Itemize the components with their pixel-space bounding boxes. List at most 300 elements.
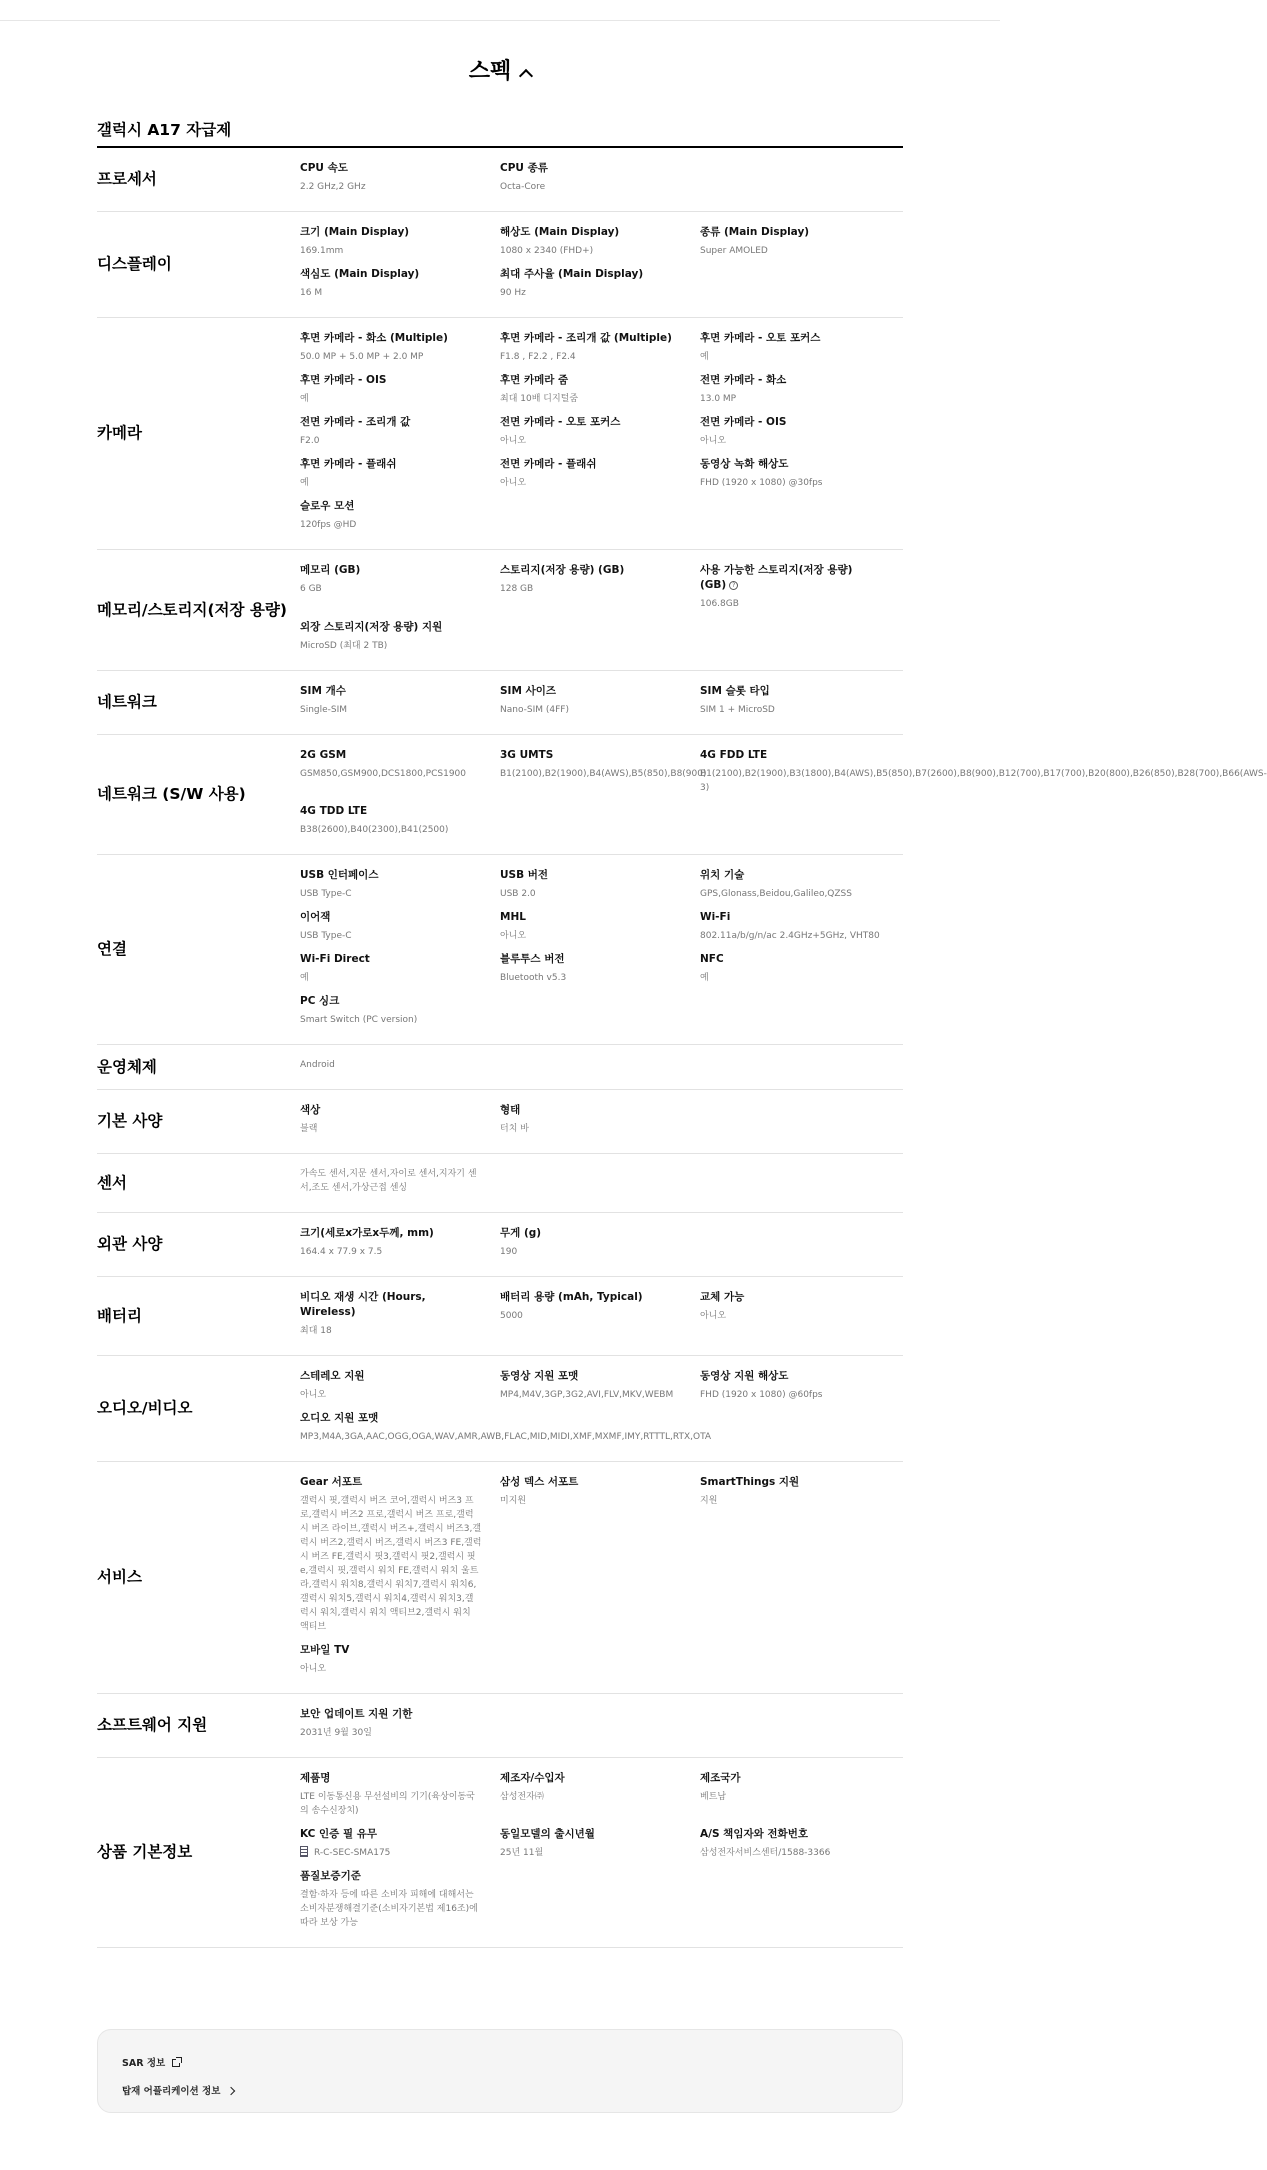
spec-label <box>700 1369 882 1384</box>
spec-items <box>300 1758 903 1947</box>
spec-label <box>300 1369 482 1384</box>
spec-label <box>700 1290 882 1305</box>
spec-label <box>700 457 882 472</box>
spec-label <box>700 910 882 925</box>
spec-value-text: MP4,M4V,3GP,3G2,AVI,FLV,MKV,WEBM <box>500 1390 674 1400</box>
spec-label-text: CPU 종류 <box>500 162 548 174</box>
spec-value-text: 아니오 <box>700 436 727 446</box>
spec-value-text: 6 GB <box>300 584 322 594</box>
spec-label-text: 3G UMTS <box>500 749 554 761</box>
spec-label-text: SmartThings 지원 <box>700 1476 800 1488</box>
spec-label-text: 최대 주사율 (Main Display) <box>500 268 644 280</box>
spec-item <box>500 952 700 985</box>
spec-item <box>700 684 900 717</box>
spec-label <box>300 161 482 176</box>
spec-label-text: 슬로우 모션 <box>300 500 355 512</box>
spec-label-text: 이어잭 <box>300 911 331 923</box>
spec-value-text: Android <box>300 1060 335 1070</box>
spec-row <box>97 1045 903 1090</box>
spec-label <box>500 267 682 282</box>
spec-item <box>700 1369 900 1402</box>
spec-label <box>300 748 482 763</box>
spec-item <box>300 804 500 837</box>
spec-label <box>700 373 882 388</box>
spec-value <box>700 244 882 258</box>
spec-value <box>500 476 682 490</box>
spec-item <box>700 868 900 901</box>
spec-value <box>700 434 882 448</box>
spec-value <box>300 582 482 596</box>
spec-label-text: 후면 카메라 - 플래쉬 <box>300 458 397 470</box>
spec-label-text: 색상 <box>300 1104 321 1116</box>
spec-item <box>500 225 700 258</box>
spec-item <box>700 373 900 406</box>
spec-category-title: 기본 사양 <box>97 1112 163 1131</box>
spec-value-text: Smart Switch (PC version) <box>300 1015 418 1025</box>
spec-value <box>300 286 482 300</box>
spec-row <box>97 855 903 1045</box>
spec-label <box>300 1827 482 1842</box>
spec-category-title: 배터리 <box>97 1306 142 1325</box>
spec-value-text: 예 <box>300 478 309 488</box>
spec-value-text: MP3,M4A,3GA,AAC,OGG,OGA,WAV,AMR,AWB,FLAC,MID,MIDI,XMF,MXMF,IMY,RTTTL,RTX,OTA <box>300 1432 712 1442</box>
spec-value-text: 아니오 <box>700 1311 727 1321</box>
spec-value <box>300 244 482 258</box>
spec-item <box>700 225 900 258</box>
spec-value-text: Bluetooth v5.3 <box>500 973 567 983</box>
spec-label-text: 전면 카메라 - 조리개 값 <box>300 416 411 428</box>
spec-item <box>500 161 700 194</box>
spec-items <box>300 318 903 549</box>
spec-items <box>300 1090 903 1153</box>
spec-value-text: 터치 바 <box>500 1124 529 1134</box>
spec-label-text: 후면 카메라 줌 <box>500 374 569 386</box>
spec-row <box>97 148 903 212</box>
spec-value-text: 최대 18 <box>300 1326 332 1336</box>
sar-info-label: SAR 정보 <box>122 2058 166 2069</box>
spec-item <box>300 331 500 364</box>
spec-label-text: Wi-Fi <box>700 911 731 923</box>
spec-category-title: 프로세서 <box>97 170 157 189</box>
spec-item <box>300 1369 500 1402</box>
spec-value-text: B1(2100),B2(1900),B4(AWS),B5(850),B8(900) <box>500 769 707 779</box>
spec-items <box>300 855 903 1044</box>
spec-value <box>300 434 482 448</box>
page-title: 스펙 <box>468 59 512 84</box>
spec-label-text: 크기 (Main Display) <box>300 226 410 238</box>
spec-value <box>300 350 482 364</box>
spec-label <box>300 1226 482 1241</box>
spec-value <box>300 1324 482 1338</box>
model-title: 갤럭시 A17 자급제 <box>97 121 232 139</box>
spec-label <box>300 804 482 819</box>
spec-row <box>97 1277 903 1356</box>
spec-label-text: 블루투스 버전 <box>500 953 565 965</box>
spec-label-text: 스토리지(저장 용량) (GB) <box>500 564 625 576</box>
spec-value <box>500 434 682 448</box>
spec-value-text: B1(2100),B2(1900),B3(1800),B4(AWS),B5(850),B7(2600),B8(900),B12(700),B17(700),B20(800),B26(850),B28(700),B66(AWS-3) <box>700 769 1267 793</box>
spec-row <box>97 1154 903 1213</box>
spec-label-text: 형태 <box>500 1104 521 1116</box>
chevron-up-icon[interactable] <box>519 69 533 83</box>
spec-value-text: 아니오 <box>300 1390 327 1400</box>
spec-row <box>97 318 903 550</box>
spec-label-text: 비디오 재생 시간 (Hours, Wireless) <box>300 1291 426 1318</box>
spec-value <box>500 1790 682 1804</box>
spec-item <box>500 684 700 717</box>
spec-label-text: 2G GSM <box>300 749 347 761</box>
spec-value <box>500 244 682 258</box>
spec-value-text: USB Type-C <box>300 889 352 899</box>
spec-value <box>300 1430 712 1444</box>
spec-item <box>300 457 500 490</box>
spec-value <box>700 476 882 490</box>
spec-value-text: MicroSD (최대 2 TB) <box>300 641 388 651</box>
spec-value <box>700 392 882 406</box>
spec-label <box>300 1290 482 1320</box>
spec-items <box>300 735 1267 854</box>
spec-label <box>700 868 882 883</box>
spec-label-text: KC 인증 필 유무 <box>300 1828 378 1840</box>
spec-value <box>300 929 482 943</box>
sar-info-link[interactable] <box>122 2055 180 2069</box>
spec-value-text: 지원 <box>700 1496 718 1506</box>
spec-value-text: 아니오 <box>500 931 527 941</box>
spec-label-text: 교체 가능 <box>700 1291 745 1303</box>
spec-value-text: 예 <box>300 973 309 983</box>
spec-label-text: 사용 가능한 스토리지(저장 용량) (GB) <box>700 564 853 591</box>
spec-value <box>300 180 482 194</box>
spec-label <box>300 994 482 1009</box>
spec-row <box>97 735 1267 855</box>
spec-value <box>300 1790 482 1818</box>
spec-item <box>300 868 500 901</box>
spec-value <box>300 1122 482 1136</box>
spec-item <box>500 415 700 448</box>
spec-item <box>500 1475 700 1634</box>
spec-label-text: 스테레오 지원 <box>300 1370 365 1382</box>
spec-item <box>500 1827 700 1860</box>
spec-item <box>300 1707 500 1740</box>
spec-label <box>300 868 482 883</box>
spec-value-text: Super AMOLED <box>700 246 768 256</box>
spec-table <box>97 148 1267 1948</box>
spec-label-text: 동일모델의 출시년월 <box>500 1828 595 1840</box>
spec-category-title: 오디오/비디오 <box>97 1399 193 1418</box>
spec-value <box>300 1888 482 1930</box>
spec-value <box>500 1245 682 1259</box>
spec-value <box>300 887 482 901</box>
spec-item <box>700 952 900 985</box>
spec-label <box>700 748 882 763</box>
spec-value <box>700 597 882 611</box>
spec-value <box>500 767 707 781</box>
spec-item <box>300 1058 500 1072</box>
spec-item <box>300 267 500 300</box>
spec-item <box>500 563 700 611</box>
spec-item <box>300 994 500 1027</box>
spec-item <box>500 267 700 300</box>
spec-value-text: 120fps @HD <box>300 520 357 530</box>
spec-item <box>300 1411 712 1444</box>
spec-items <box>300 148 903 211</box>
top-divider <box>0 20 1000 21</box>
spec-item <box>700 1475 900 1634</box>
spec-label-text: 4G FDD LTE <box>700 749 768 761</box>
spec-label <box>300 457 482 472</box>
spec-item <box>300 499 500 532</box>
spec-value-text: F2.0 <box>300 436 320 446</box>
spec-item <box>700 457 900 490</box>
spec-item <box>300 620 500 653</box>
spec-label-text: 종류 (Main Display) <box>700 226 810 238</box>
spec-item <box>300 415 500 448</box>
spec-value-text: 13.0 MP <box>700 394 737 404</box>
spec-item <box>700 1771 900 1818</box>
spec-label-text: MHL <box>500 911 526 923</box>
spec-label <box>500 457 682 472</box>
spec-category-title: 센서 <box>97 1173 127 1192</box>
spec-item <box>700 1827 900 1860</box>
spec-label-text: 4G TDD LTE <box>300 805 368 817</box>
spec-label <box>700 225 882 240</box>
spec-item <box>500 457 700 490</box>
spec-value-text: 128 GB <box>500 584 534 594</box>
spec-row <box>97 1758 903 1948</box>
spec-item <box>300 1290 500 1338</box>
spec-label-text: 전면 카메라 - 오토 포커스 <box>500 416 621 428</box>
spec-label-text: NFC <box>700 953 724 965</box>
spec-label-text: 보안 업데이트 지원 기한 <box>300 1708 413 1720</box>
spec-label-text: Wi-Fi Direct <box>300 953 370 965</box>
spec-value <box>500 887 682 901</box>
spec-label <box>300 1103 482 1118</box>
spec-label <box>300 1411 482 1426</box>
spec-label-text: 제품명 <box>300 1772 331 1784</box>
spec-value-text: 90 Hz <box>500 288 526 298</box>
spec-item <box>300 1167 500 1195</box>
spec-label-text: 후면 카메라 - 화소 (Multiple) <box>300 332 448 344</box>
spec-label <box>500 161 682 176</box>
spec-items <box>300 1356 903 1461</box>
spec-value-text: Octa-Core <box>500 182 546 192</box>
spec-value-text: 802.11a/b/g/n/ac 2.4GHz+5GHz, VHT80 <box>700 931 880 941</box>
spec-label-text: Gear 서포트 <box>300 1476 363 1488</box>
spec-value-text: FHD (1920 x 1080) @60fps <box>700 1390 823 1400</box>
external-link-icon <box>172 2059 180 2067</box>
spec-item <box>500 1369 700 1402</box>
spec-label <box>500 684 682 699</box>
spec-value <box>300 1388 482 1402</box>
spec-value-text: 169.1mm <box>300 246 344 256</box>
spec-value <box>500 929 682 943</box>
spec-value <box>700 767 1267 795</box>
spec-label <box>300 563 482 578</box>
spec-value-text: 결함·하자 등에 따른 소비자 피해에 대해서는 소비자분쟁해결기준(소비자기본법 제16조)에 따라 보상 가능 <box>300 1890 478 1928</box>
spec-value <box>300 1167 482 1195</box>
spec-row <box>97 1213 903 1277</box>
spec-label-text: 위치 기술 <box>700 869 745 881</box>
spec-label <box>500 563 682 578</box>
spec-label <box>300 1771 482 1786</box>
spec-value-text: GPS,Glonass,Beidou,Galileo,QZSS <box>700 889 852 899</box>
spec-value-text: B38(2600),B40(2300),B41(2500) <box>300 825 449 835</box>
spec-item <box>300 373 500 406</box>
spec-value <box>500 971 682 985</box>
footer-info-box <box>97 2029 903 2113</box>
spec-value <box>300 1013 482 1027</box>
spec-section-header[interactable] <box>0 54 1000 85</box>
spec-category-title: 메모리/스토리지(저장 용량) <box>97 600 287 619</box>
spec-value <box>500 350 682 364</box>
spec-item <box>300 952 500 985</box>
spec-label-text: 후면 카메라 - OIS <box>300 374 387 386</box>
spec-value <box>300 639 482 653</box>
spec-value-text: FHD (1920 x 1080) @30fps <box>700 478 823 488</box>
spec-value <box>500 1122 682 1136</box>
spec-item <box>300 910 500 943</box>
spec-label <box>500 1369 682 1384</box>
spec-label-text: 전면 카메라 - 화소 <box>700 374 787 386</box>
question-icon[interactable]: ? <box>729 581 738 590</box>
chevron-right-icon <box>227 2087 235 2095</box>
spec-items <box>300 1462 903 1693</box>
spec-item <box>700 563 900 611</box>
spec-items <box>300 1213 903 1276</box>
spec-value <box>500 286 682 300</box>
spec-item <box>700 1290 900 1338</box>
spec-label <box>700 331 882 346</box>
spec-value <box>300 1726 482 1740</box>
spec-label <box>500 1290 682 1305</box>
spec-value-text: 가속도 센서,지문 센서,자이로 센서,지자기 센서,조도 센서,가상근접 센싱 <box>300 1169 477 1193</box>
spec-items <box>300 550 903 670</box>
spec-category-title: 카메라 <box>97 424 142 443</box>
preloaded-apps-link[interactable] <box>122 2083 234 2097</box>
spec-value <box>300 1494 482 1634</box>
spec-value <box>300 703 482 717</box>
spec-items <box>300 671 903 734</box>
spec-value-text: Single-SIM <box>300 705 348 715</box>
spec-label-text: USB 버전 <box>500 869 549 881</box>
spec-label-text: 색심도 (Main Display) <box>300 268 420 280</box>
spec-label <box>300 1707 482 1722</box>
spec-value-text: 106.8GB <box>700 599 739 609</box>
spec-item <box>700 415 900 448</box>
spec-value-text: 삼성전자서비스센터/1588-3366 <box>700 1848 831 1858</box>
spec-value-text: LTE 이동통신용 무선설비의 기기(육상이동국의 송수신장치) <box>300 1792 475 1816</box>
spec-label <box>300 1475 482 1490</box>
spec-value <box>300 767 482 781</box>
preloaded-apps-label: 탑재 어플리케이션 정보 <box>122 2086 221 2097</box>
spec-item <box>500 373 700 406</box>
spec-label-text: A/S 책임자와 전화번호 <box>700 1828 808 1840</box>
spec-label <box>300 910 482 925</box>
spec-row <box>97 671 903 735</box>
spec-label <box>500 748 682 763</box>
spec-value <box>500 1494 682 1508</box>
spec-items <box>300 1694 903 1757</box>
spec-value <box>500 582 682 596</box>
kc-certification-icon <box>300 1846 308 1857</box>
spec-item <box>300 563 500 611</box>
spec-value <box>700 929 882 943</box>
spec-item <box>300 1226 500 1259</box>
spec-value <box>300 1058 482 1072</box>
spec-value-text: 아니오 <box>500 436 527 446</box>
spec-value <box>700 1494 882 1508</box>
spec-item <box>500 331 700 364</box>
spec-items <box>300 1045 903 1089</box>
spec-value <box>500 1388 682 1402</box>
spec-item <box>700 910 900 943</box>
spec-value <box>300 518 482 532</box>
spec-label-text: 제조자/수입자 <box>500 1772 565 1784</box>
spec-label <box>500 910 682 925</box>
spec-value <box>500 392 682 406</box>
spec-label <box>300 1869 482 1884</box>
spec-value-text: SIM 1 + MicroSD <box>700 705 775 715</box>
spec-item <box>700 748 1267 795</box>
spec-label <box>700 563 882 593</box>
spec-items <box>300 1154 903 1212</box>
spec-category-title: 상품 기본정보 <box>97 1843 193 1862</box>
spec-label-text: 무게 (g) <box>500 1227 542 1239</box>
spec-label <box>500 1226 682 1241</box>
spec-label <box>500 373 682 388</box>
spec-value-text: 190 <box>500 1247 518 1257</box>
spec-item <box>500 1226 700 1259</box>
spec-item <box>300 1103 500 1136</box>
spec-value-text: 예 <box>700 973 709 983</box>
spec-label <box>300 684 482 699</box>
spec-value <box>500 1846 682 1860</box>
spec-category-title: 서비스 <box>97 1568 142 1587</box>
spec-label-text: 후면 카메라 - 오토 포커스 <box>700 332 821 344</box>
spec-item <box>500 910 700 943</box>
spec-value <box>700 1388 882 1402</box>
spec-label-text: USB 인터페이스 <box>300 869 379 881</box>
spec-value <box>300 823 482 837</box>
spec-items <box>300 1277 903 1355</box>
spec-item <box>700 331 900 364</box>
spec-item <box>300 1771 500 1818</box>
spec-value-text: 2031년 9월 30일 <box>300 1728 372 1738</box>
spec-label-text: 동영상 지원 포맷 <box>500 1370 579 1382</box>
spec-item <box>300 1475 500 1634</box>
spec-row <box>97 550 903 671</box>
spec-label <box>700 684 882 699</box>
spec-value-text: 164.4 x 77.9 x 7.5 <box>300 1247 383 1257</box>
spec-value <box>300 1846 482 1860</box>
spec-value <box>300 1662 482 1676</box>
spec-label-text: 동영상 녹화 해상도 <box>700 458 789 470</box>
spec-row <box>97 1090 903 1154</box>
spec-label-text: 제조국가 <box>700 1772 741 1784</box>
spec-label-text: 삼성 덱스 서포트 <box>500 1476 579 1488</box>
spec-value-text: USB Type-C <box>300 931 352 941</box>
spec-value-text: 최대 10배 디지털줌 <box>500 394 579 404</box>
spec-row <box>97 1694 903 1758</box>
spec-value-text: 5000 <box>500 1311 523 1321</box>
spec-label <box>300 1643 482 1658</box>
spec-label-text: 배터리 용량 (mAh, Typical) <box>500 1291 643 1303</box>
spec-label <box>700 1771 882 1786</box>
spec-label <box>300 620 482 635</box>
spec-value-text: 16 M <box>300 288 323 298</box>
spec-value-text: 아니오 <box>500 478 527 488</box>
spec-label-text: 후면 카메라 - 조리개 값 (Multiple) <box>500 332 672 344</box>
